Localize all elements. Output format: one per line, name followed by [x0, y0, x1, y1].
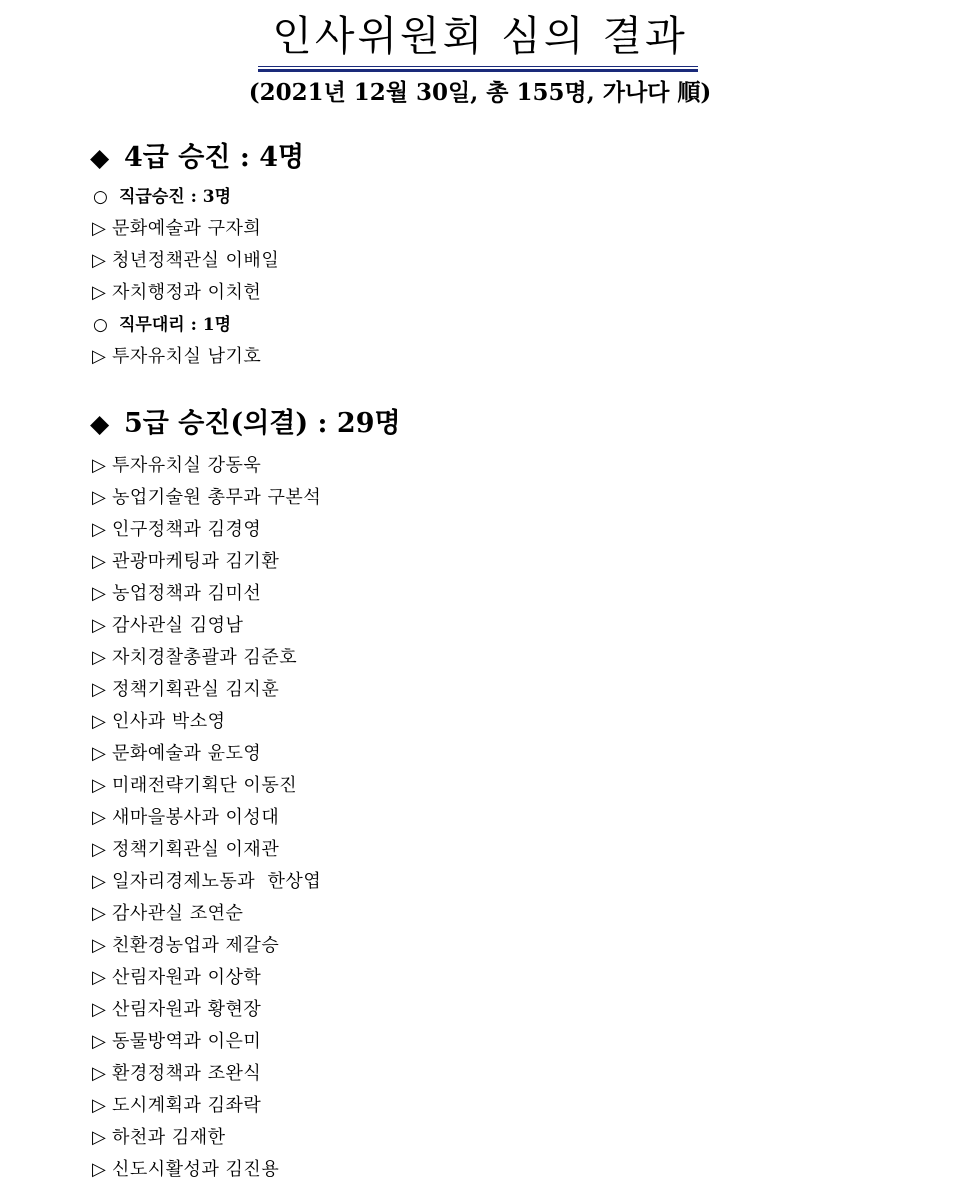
list-item: ▷ 자치행정과 이치헌	[92, 282, 262, 303]
list-item: ▷ 정책기획관실 김지훈	[92, 679, 280, 700]
triangle-bullet-icon: ▷	[92, 551, 107, 572]
list-item: ▷ 관광마케팅과 김기환	[92, 551, 280, 572]
section-heading-grade5	[90, 406, 401, 442]
triangle-bullet-icon: ▷	[92, 250, 107, 271]
list-item: ▷ 투자유치실 강동욱	[92, 455, 262, 476]
list-item: ▷ 하천과 김재한	[92, 1127, 226, 1148]
triangle-bullet-icon: ▷	[92, 1127, 107, 1148]
list-item: ▷ 감사관실 조연순	[92, 903, 244, 924]
document-title: 인사위원회 심의 결과	[272, 12, 688, 60]
list-item: ▷ 문화예술과 윤도영	[92, 743, 262, 764]
triangle-bullet-icon: ▷	[92, 903, 107, 924]
triangle-bullet-icon: ▷	[92, 935, 107, 956]
diamond-bullet-icon: ◆	[90, 409, 110, 438]
list-item: ▷ 인구정책과 김경영	[92, 519, 262, 540]
list-item: ▷ 정책기획관실 이재관	[92, 839, 280, 860]
diamond-bullet-icon: ◆	[90, 143, 110, 172]
triangle-bullet-icon: ▷	[92, 967, 107, 988]
list-item: ▷ 자치경찰총괄과 김준호	[92, 647, 298, 668]
triangle-bullet-icon: ▷	[92, 487, 107, 508]
section-heading-grade4	[90, 140, 304, 176]
triangle-bullet-icon: ▷	[92, 583, 107, 604]
circle-bullet-icon: ○	[93, 187, 108, 207]
list-item: ▷ 인사과 박소영	[92, 711, 226, 732]
list-item: ▷ 투자유치실 남기호	[92, 346, 262, 367]
triangle-bullet-icon: ▷	[92, 455, 107, 476]
list-item: ▷ 환경정책과 조완식	[92, 1063, 262, 1084]
triangle-bullet-icon: ▷	[92, 679, 107, 700]
triangle-bullet-icon: ▷	[92, 999, 107, 1020]
group-heading-text: 직무대리 : 1명	[119, 315, 232, 335]
triangle-bullet-icon: ▷	[92, 871, 107, 892]
list-item: ▷ 농업정책과 김미선	[92, 583, 262, 604]
list-item: ▷ 산림자원과 황현장	[92, 999, 262, 1020]
list-item: ▷ 도시계획과 김좌락	[92, 1095, 262, 1116]
circle-bullet-icon: ○	[93, 315, 108, 335]
triangle-bullet-icon: ▷	[92, 839, 107, 860]
group-heading-acting-duty	[93, 313, 231, 337]
section-heading-text: 5급 승진(의결) : 29명	[124, 408, 401, 439]
triangle-bullet-icon: ▷	[92, 346, 107, 367]
list-item: ▷ 농업기술원 총무과 구본석	[92, 487, 322, 508]
triangle-bullet-icon: ▷	[92, 1063, 107, 1084]
triangle-bullet-icon: ▷	[92, 519, 107, 540]
triangle-bullet-icon: ▷	[92, 1095, 107, 1116]
group-heading-rank-promotion	[93, 185, 231, 209]
list-item: ▷ 문화예술과 구자희	[92, 218, 262, 239]
list-item: ▷ 동물방역과 이은미	[92, 1031, 262, 1052]
triangle-bullet-icon: ▷	[92, 711, 107, 732]
triangle-bullet-icon: ▷	[92, 218, 107, 239]
triangle-bullet-icon: ▷	[92, 282, 107, 303]
list-item: ▷ 새마을봉사과 이성대	[92, 807, 280, 828]
list-item: ▷ 신도시활성과 김진용	[92, 1159, 280, 1180]
triangle-bullet-icon: ▷	[92, 775, 107, 796]
list-item: ▷ 친환경농업과 제갈승	[92, 935, 280, 956]
group-heading-text: 직급승진 : 3명	[119, 187, 232, 207]
list-item: ▷ 미래전략기획단 이동진	[92, 775, 298, 796]
list-item: ▷ 산림자원과 이상학	[92, 967, 262, 988]
list-item: ▷ 청년정책관실 이배일	[92, 250, 280, 271]
triangle-bullet-icon: ▷	[92, 615, 107, 636]
triangle-bullet-icon: ▷	[92, 1159, 107, 1180]
triangle-bullet-icon: ▷	[92, 647, 107, 668]
title-underline	[258, 66, 698, 72]
list-item: ▷ 감사관실 김영남	[92, 615, 244, 636]
triangle-bullet-icon: ▷	[92, 743, 107, 764]
list-item: ▷ 일자리경제노동과 한상엽	[92, 871, 322, 892]
triangle-bullet-icon: ▷	[92, 807, 107, 828]
section-heading-text: 4급 승진 : 4명	[124, 142, 305, 173]
triangle-bullet-icon: ▷	[92, 1031, 107, 1052]
document-subtitle: (2021년 12월 30일, 총 155명, 가나다 順)	[248, 79, 712, 106]
